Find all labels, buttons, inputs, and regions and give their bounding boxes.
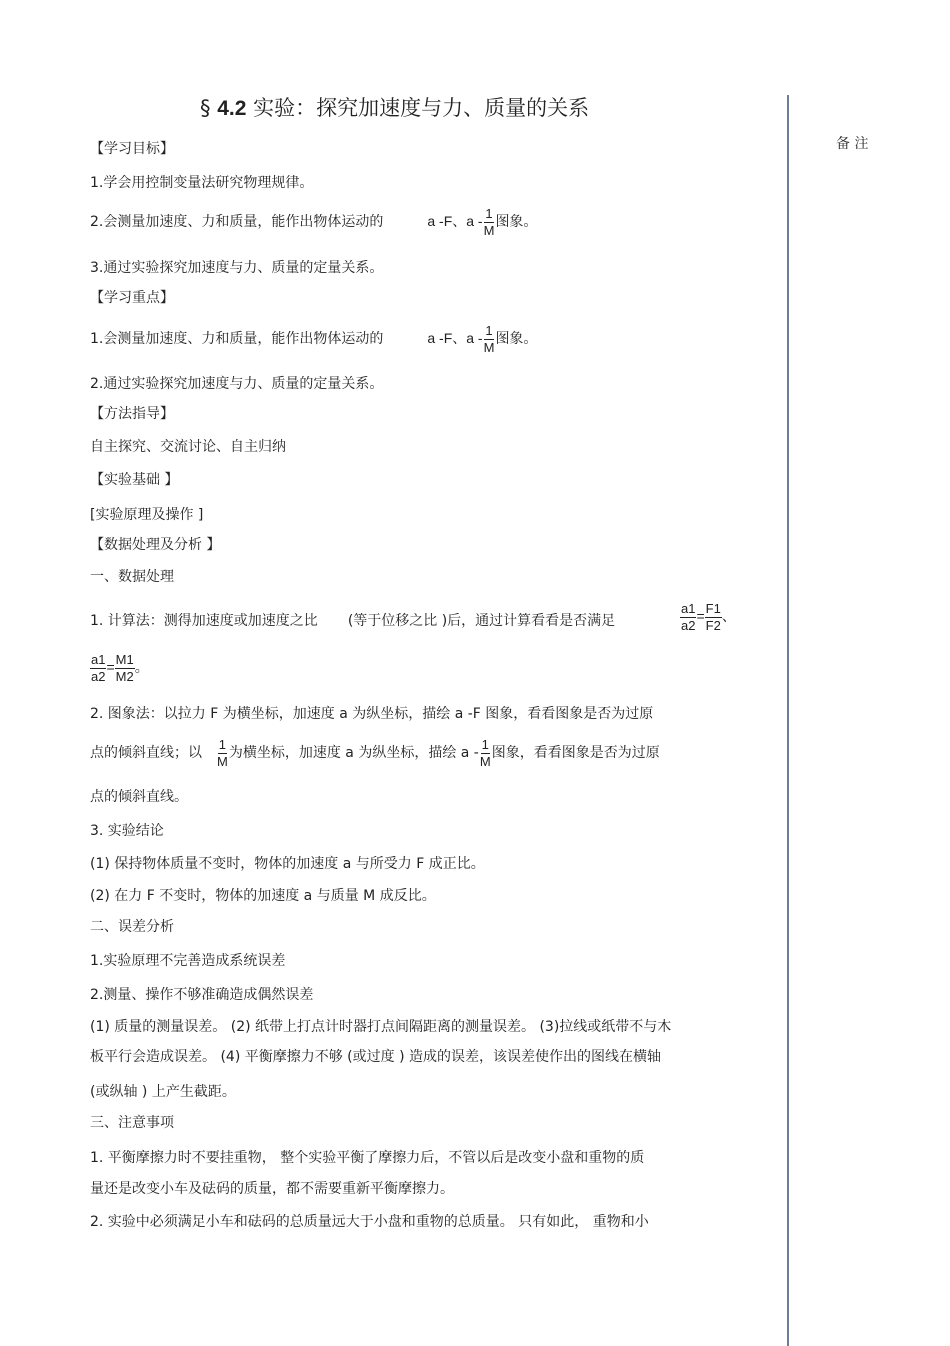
page-title xyxy=(200,98,589,119)
error-3-line-2: 板平行会造成误差。 (4) 平衡摩擦力不够 (或过度 ) 造成的误差，该误差使作出的图线在横轴 xyxy=(90,1049,662,1065)
graph-method-line-3: 点的倾斜直线。 xyxy=(90,789,188,805)
margin-divider-line xyxy=(787,95,789,1346)
title-text: 实验：探究加速度与力、质量的关系 xyxy=(253,96,590,120)
calc-method-text: 1. 计算法：测得加速度或加速度之比 (等于位移之比 )后，通过计算看看是否满足 xyxy=(90,613,616,629)
fraction-1-over-M: $\frac{1}{M}$ xyxy=(479,737,491,769)
title-section-sign: § xyxy=(200,96,211,120)
conclusion-2: (2) 在力 F 不变时，物体的加速度 a 与质量 M 成反比。 xyxy=(90,888,436,904)
section-2-title: 二、误差分析 xyxy=(90,919,174,935)
side-note-label: 备 注 xyxy=(836,136,869,152)
ratio-formula-mass: $\frac{a1}{a2}$ = $\frac{M1}{M2}$ 。 xyxy=(91,652,149,684)
goal-2-suffix: 图象。 xyxy=(495,214,538,231)
method-text: 自主探究、交流讨论、自主归纳 xyxy=(90,439,286,455)
note-2-line-1: 2. 实验中必须满足小车和砝码的总质量远大于小盘和重物的总质量。 只有如此， 重物和小 xyxy=(90,1214,649,1230)
key-1-formula: a -F、a - xyxy=(427,330,483,347)
data-processing-header: 【数据处理及分析 】 xyxy=(90,537,221,553)
fraction-1-over-M: $\frac{1}{M}$ xyxy=(483,323,495,355)
key-1-text: 1.会测量加速度、力和质量，能作出物体运动的 xyxy=(90,331,384,348)
conclusion-1: (1) 保持物体质量不变时，物体的加速度 a 与所受力 F 成正比。 xyxy=(90,856,485,872)
key-points-header: 【学习重点】 xyxy=(90,290,174,306)
fraction-1-over-M: $\frac{1}{M}$ xyxy=(217,737,228,769)
section-1-title: 一、数据处理 xyxy=(90,569,174,585)
key-1-suffix: 图象。 xyxy=(495,331,538,348)
section-3-title: 三、注意事项 xyxy=(90,1115,174,1131)
goal-2-text: 2.会测量加速度、力和质量，能作出物体运动的 xyxy=(90,214,384,231)
goal-1: 1.学会用控制变量法研究物理规律。 xyxy=(90,175,314,191)
note-1-line-1: 1. 平衡摩擦力时不要挂重物， 整个实验平衡了摩擦力后，不管以后是改变小盘和重物的质 xyxy=(90,1150,645,1166)
graph-method-line-2: 点的倾斜直线；以 $\frac{1}{M}$ 为横坐标，加速度 a 为纵坐标，描绘 a - $\frac{1}{M}$ 图象，看看图象是否为过原 xyxy=(90,737,660,769)
conclusion-title: 3. 实验结论 xyxy=(90,823,164,839)
error-2: 2.测量、操作不够准确造成偶然误差 xyxy=(90,987,314,1003)
ratio-formula-force: $\frac{a1}{a2}$ = $\frac{F1}{F2}$ 、 xyxy=(681,601,736,633)
title-number: 4.2 xyxy=(217,97,247,120)
goal-3: 3.通过实验探究加速度与力、质量的定量关系。 xyxy=(90,260,384,276)
principle-header: [实验原理及操作 ] xyxy=(90,507,204,523)
error-3-line-3: (或纵轴 ) 上产生截距。 xyxy=(90,1084,236,1100)
method-header: 【方法指导】 xyxy=(90,406,174,422)
key-point-2: 2.通过实验探究加速度与力、质量的定量关系。 xyxy=(90,376,384,392)
basis-header: 【实验基础 】 xyxy=(90,472,179,488)
key-point-1 xyxy=(90,324,537,354)
goals-header: 【学习目标】 xyxy=(90,141,174,157)
goal-2-formula: a -F、a - xyxy=(427,213,483,230)
fraction-1-over-M: $\frac{1}{M}$ xyxy=(483,206,495,238)
graph-method-line-1: 2. 图象法：以拉力 F 为横坐标，加速度 a 为纵坐标，描绘 a -F 图象，看看图象是否为过原 xyxy=(90,706,654,722)
goal-2 xyxy=(90,207,537,237)
note-1-line-2: 量还是改变小车及砝码的质量，都不需要重新平衡摩擦力。 xyxy=(90,1181,454,1197)
error-3-line-1: (1) 质量的测量误差。 (2) 纸带上打点计时器打点间隔距离的测量误差。 (3)拉线或纸带不与木 xyxy=(90,1019,672,1035)
error-1: 1.实验原理不完善造成系统误差 xyxy=(90,953,286,969)
